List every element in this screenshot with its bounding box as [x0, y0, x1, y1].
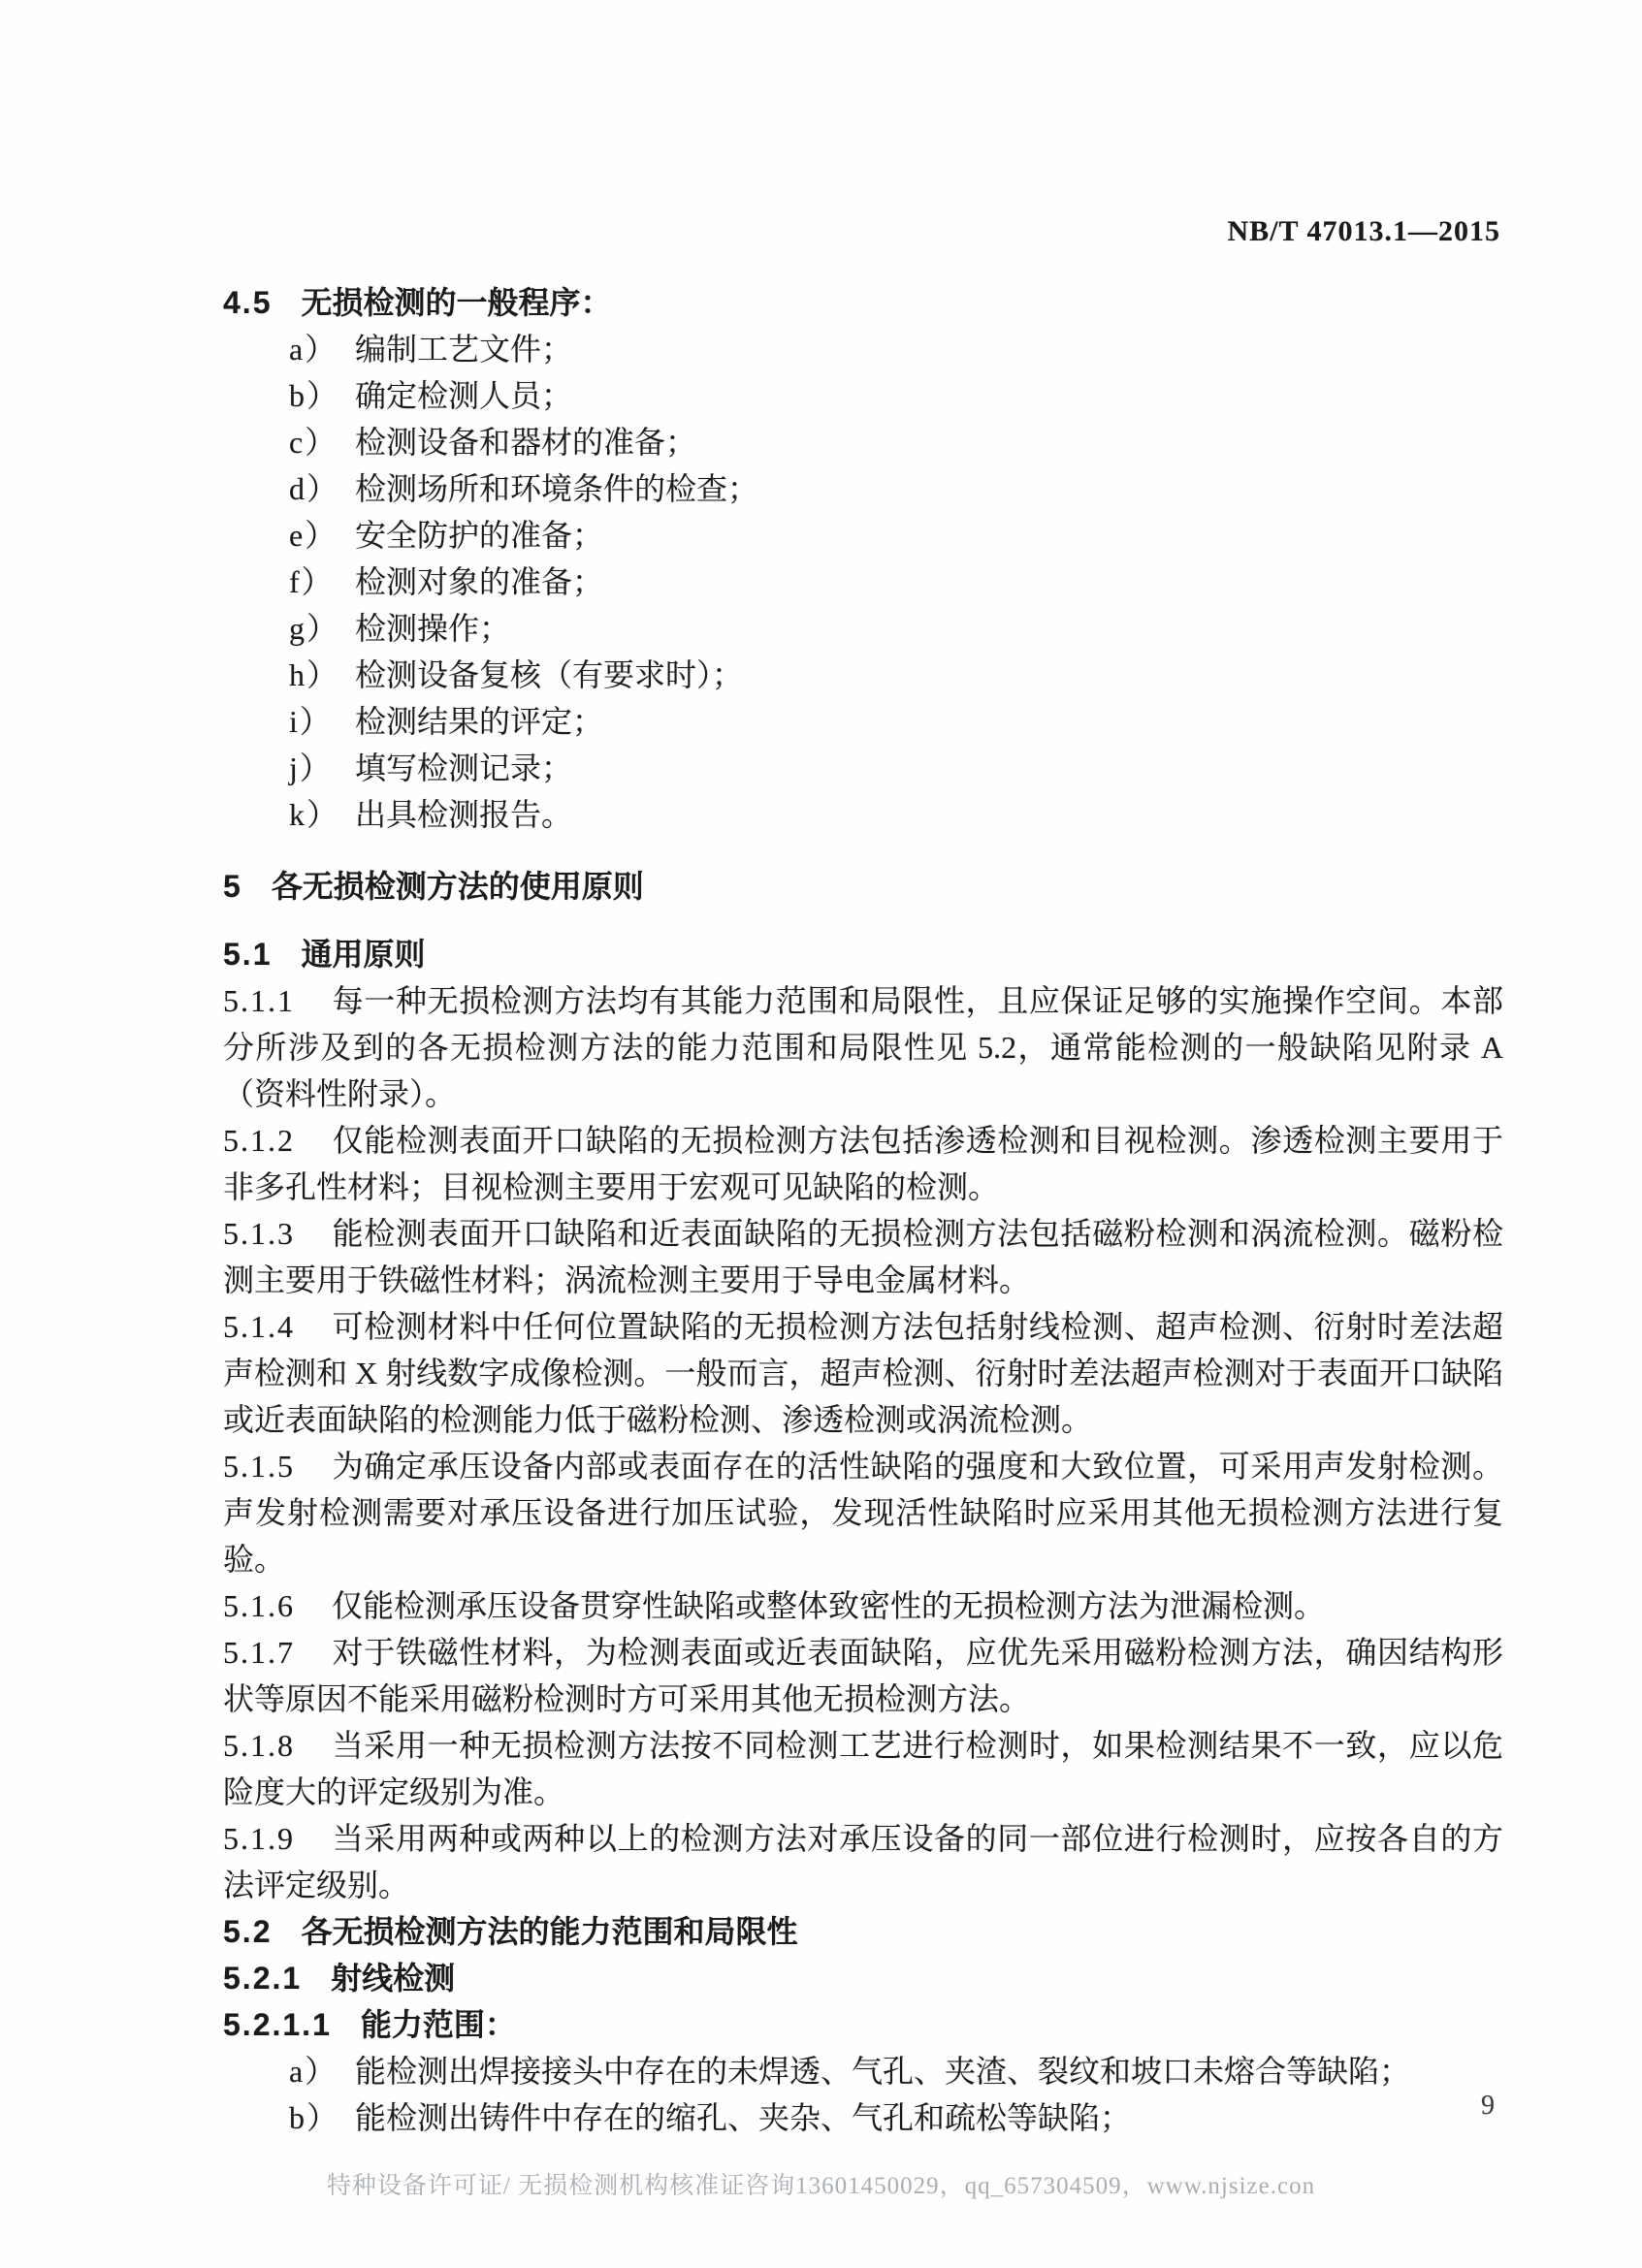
heading-number: 5.2 — [223, 1914, 273, 1949]
list-item — [289, 605, 1503, 652]
list-item — [289, 326, 1503, 372]
clause-number: 5.1.8 — [223, 1728, 295, 1763]
list-item — [289, 559, 1503, 605]
list-item-label: a） — [289, 2054, 338, 2089]
list-item-text: 能检测出铸件中存在的缩孔、夹杂、气孔和疏松等缺陷； — [355, 2100, 1132, 2135]
list-item-label: f） — [289, 564, 335, 599]
list-item — [289, 698, 1503, 745]
clause-number: 5.1.2 — [223, 1123, 295, 1158]
list-item-text: 确定检测人员； — [355, 378, 573, 413]
list-item-label: i） — [289, 704, 333, 739]
list-item-text: 检测场所和环境条件的检查； — [355, 471, 759, 506]
list-item — [289, 745, 1503, 791]
list-item-label: c） — [289, 425, 338, 460]
list-item — [289, 465, 1503, 512]
list-item-label: e） — [289, 518, 338, 553]
heading-title: 各无损检测方法的能力范围和局限性 — [301, 1914, 798, 1949]
standard-number-header: NB/T 47013.1—2015 — [1227, 215, 1500, 247]
clause-number: 5.1.4 — [223, 1309, 295, 1344]
heading-title: 射线检测 — [331, 1961, 456, 1996]
heading-number: 4.5 — [223, 285, 273, 320]
clause-number: 5.1.6 — [223, 1588, 295, 1623]
list-item-label: g） — [289, 611, 340, 646]
paragraph-5-1-6 — [223, 1582, 1503, 1629]
clause-text: 仅能检测承压设备贯穿性缺陷或整体致密性的无损检测方法为泄漏检测。 — [332, 1588, 1326, 1623]
clause-text: 能检测表面开口缺陷和近表面缺陷的无损检测方法包括磁粉检测和涡流检测。磁粉检测主要用于铁磁性材料；涡流检测主要用于导电金属材料。 — [223, 1216, 1503, 1297]
paragraph-5-1-4 — [223, 1303, 1503, 1443]
paragraph-5-1-8 — [223, 1722, 1503, 1815]
clause-text: 当采用一种无损检测方法按不同检测工艺进行检测时，如果检测结果不一致，应以危险度大的评定级别为准。 — [223, 1728, 1503, 1809]
clause-text: 为确定承压设备内部或表面存在的活性缺陷的强度和大致位置，可采用声发射检测。声发射检测需要对承压设备进行加压试验，发现活性缺陷时应采用其他无损检测方法进行复验。 — [223, 1449, 1503, 1577]
list-item — [289, 512, 1503, 559]
list-item-text: 填写检测记录； — [355, 751, 573, 785]
list-item-text: 出具检测报告。 — [355, 797, 573, 832]
paragraph-5-1-1 — [223, 977, 1503, 1117]
list-item-label: b） — [289, 2100, 340, 2135]
paragraph-5-1-2 — [223, 1117, 1503, 1210]
clause-text: 可检测材料中任何位置缺陷的无损检测方法包括射线检测、超声检测、衍射时差法超声检测和 X 射线数字成像检测。一般而言，超声检测、衍射时差法超声检测对于表面开口缺陷或近表面缺陷的检测能力低于磁粉检测、渗透检测或涡流检测。 — [223, 1309, 1503, 1437]
section-4-5-heading — [223, 279, 1503, 326]
list-item-text: 检测设备和器材的准备； — [355, 425, 697, 460]
list-item-label: b） — [289, 378, 340, 413]
heading-title: 无损检测的一般程序： — [301, 285, 612, 320]
list-item — [289, 372, 1503, 419]
paragraph-5-1-5 — [223, 1443, 1503, 1582]
clause-number: 5.1.7 — [223, 1635, 295, 1670]
list-item-text: 能检测出焊接接头中存在的未焊透、气孔、夹渣、裂纹和坡口未熔合等缺陷； — [355, 2054, 1411, 2089]
clause-text: 当采用两种或两种以上的检测方法对承压设备的同一部位进行检测时，应按各自的方法评定级别。 — [223, 1821, 1503, 1902]
document-content — [223, 279, 1503, 2141]
paragraph-5-1-3 — [223, 1210, 1503, 1303]
heading-title: 各无损检测方法的使用原则 — [271, 869, 644, 904]
paragraph-5-1-9 — [223, 1815, 1503, 1908]
clause-number: 5.1.3 — [223, 1216, 295, 1251]
list-item-label: k） — [289, 797, 340, 832]
list-item — [289, 791, 1503, 838]
section-5-2-1-1-heading — [223, 2001, 1503, 2048]
list-item — [289, 652, 1503, 698]
list-item-label: d） — [289, 471, 340, 506]
chapter-5-heading — [223, 863, 1503, 910]
section-5-2-heading — [223, 1908, 1503, 1955]
heading-title: 能力范围： — [360, 2007, 516, 2042]
general-procedure-list — [223, 326, 1503, 838]
heading-number: 5.1 — [223, 937, 273, 972]
section-5-1-heading — [223, 931, 1503, 977]
footer-watermark: 特种设备许可证/ 无损检测机构核准证咨询13601450029，qq_657304509，www.njsize.con — [326, 2173, 1316, 2199]
list-item — [289, 2094, 1503, 2141]
list-item-text: 编制工艺文件； — [355, 332, 573, 367]
list-item-text: 检测操作； — [355, 611, 511, 646]
page-number: 9 — [1481, 2091, 1495, 2121]
list-item-label: a） — [289, 332, 338, 367]
section-5-2-1-heading — [223, 1955, 1503, 2001]
clause-text: 对于铁磁性材料，为检测表面或近表面缺陷，应优先采用磁粉检测方法，确因结构形状等原因不能采用磁粉检测时方可采用其他无损检测方法。 — [223, 1635, 1503, 1716]
heading-number: 5.2.1 — [223, 1961, 303, 1996]
list-item-text: 安全防护的准备； — [355, 518, 604, 553]
list-item — [289, 2048, 1503, 2094]
clause-number: 5.1.1 — [223, 983, 295, 1018]
clause-text: 每一种无损检测方法均有其能力范围和局限性，且应保证足够的实施操作空间。本部分所涉及到的各无损检测方法的能力范围和局限性见 5.2，通常能检测的一般缺陷见附录 A（资料性附录）。 — [223, 983, 1503, 1111]
paragraph-5-1-7 — [223, 1629, 1503, 1722]
list-item — [289, 419, 1503, 465]
list-item-label: j） — [289, 751, 333, 785]
list-item-text: 检测结果的评定； — [355, 704, 604, 739]
rt-capability-list — [223, 2048, 1503, 2141]
heading-number: 5 — [223, 869, 242, 904]
heading-title: 通用原则 — [301, 937, 426, 972]
list-item-text: 检测设备复核（有要求时）； — [355, 657, 744, 692]
heading-number: 5.2.1.1 — [223, 2007, 332, 2042]
clause-number: 5.1.9 — [223, 1821, 295, 1856]
clause-number: 5.1.5 — [223, 1449, 295, 1484]
list-item-text: 检测对象的准备； — [355, 564, 604, 599]
list-item-label: h） — [289, 657, 340, 692]
clause-text: 仅能检测表面开口缺陷的无损检测方法包括渗透检测和目视检测。渗透检测主要用于非多孔性材料；目视检测主要用于宏观可见缺陷的检测。 — [223, 1123, 1503, 1204]
